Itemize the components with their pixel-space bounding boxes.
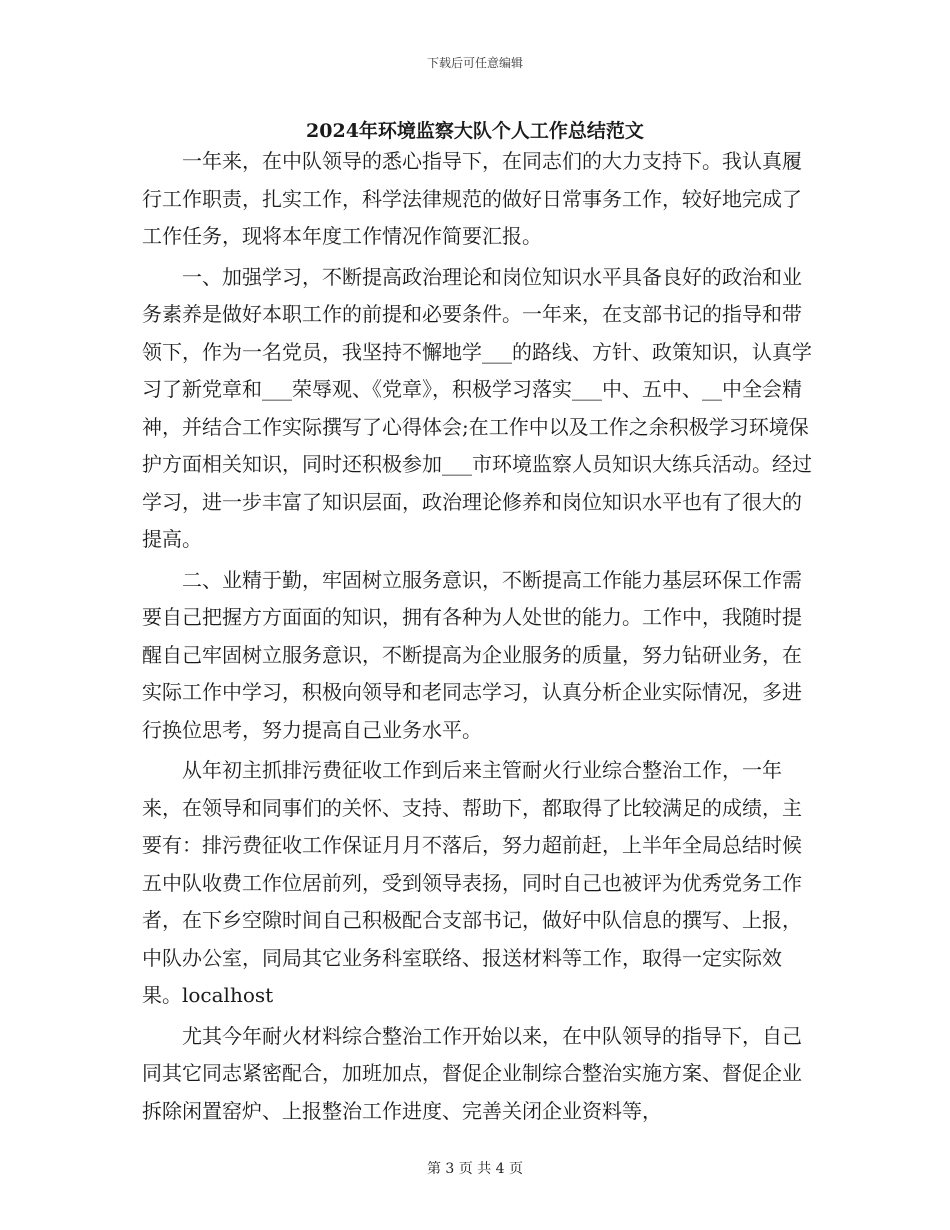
document-body bbox=[142, 143, 812, 1130]
page-number: 第 3 页 共 4 页 bbox=[426, 1161, 524, 1177]
header-note: 下载后可任意编辑 bbox=[426, 56, 523, 70]
paragraph-refractory: 尤其今年耐火材料综合整治工作开始以来，在中队领导的指导下，自己同其它同志紧密配合，加班加点，督促企业制综合整治实施方案、督促企业拆除闲置窑炉、上报整治工作进度、完善关闭企业资料等， bbox=[142, 1023, 802, 1123]
paragraph-intro: 一年来，在中队领导的悉心指导下，在同志们的大力支持下。我认真履行工作职责，扎实工作，科学法律规范的做好日常事务工作，较好地完成了工作任务，现将本年度工作情况作简要汇报。 bbox=[142, 149, 802, 248]
document-title: 2024年环境监察大队个人工作总结范文 bbox=[306, 120, 644, 142]
paragraph-study: 一、加强学习，不断提高政治理论和岗位知识水平具备良好的政治和业务素养是做好本职工作的前提和必要条件。一年来，在支部书记的指导和带领下，作为一名党员，我坚持不懈地学___的路线、方针、政策知识，认真学习了新党章和___荣辱观、《党章》，积极学习落实___中、五中、__中全会精神，并结合工作实际撰写了心得体会;在工作中以及工作之余积极学习环境保护方面相关知识，同时还积极参加___市环境监察人员知识大练兵活动。经过学习，进一步丰富了知识层面，政治理论修养和岗位知识水平也有了很大的提高。 bbox=[142, 264, 812, 551]
paragraph-achievements: 从年初主抓排污费征收工作到后来主管耐火行业综合整治工作，一年来，在领导和同事们的关怀、支持、帮助下，都取得了比较满足的成绩，主要有：排污费征收工作保证月月不落后，努力超前赶，上半年全局总结时候五中队收费工作位居前列，受到领导表扬，同时自己也被评为优秀党务工作者，在下乡空隙时间自己积极配合支部书记，做好中队信息的撰写、上报，中队办公室，同局其它业务科室联络、报送材料等工作，取得一定实际效果。localhost bbox=[142, 758, 802, 1007]
paragraph-service: 二、业精于勤，牢固树立服务意识，不断提高工作能力基层环保工作需要自己把握方方面面的知识，拥有各种为人处世的能力。工作中，我随时提醒自己牢固树立服务意识，不断提高为企业服务的质量，努力钻研业务，在实际工作中学习，积极向领导和老同志学习，认真分析企业实际情况，多进行换位思考，努力提高自己业务水平。 bbox=[142, 567, 802, 742]
